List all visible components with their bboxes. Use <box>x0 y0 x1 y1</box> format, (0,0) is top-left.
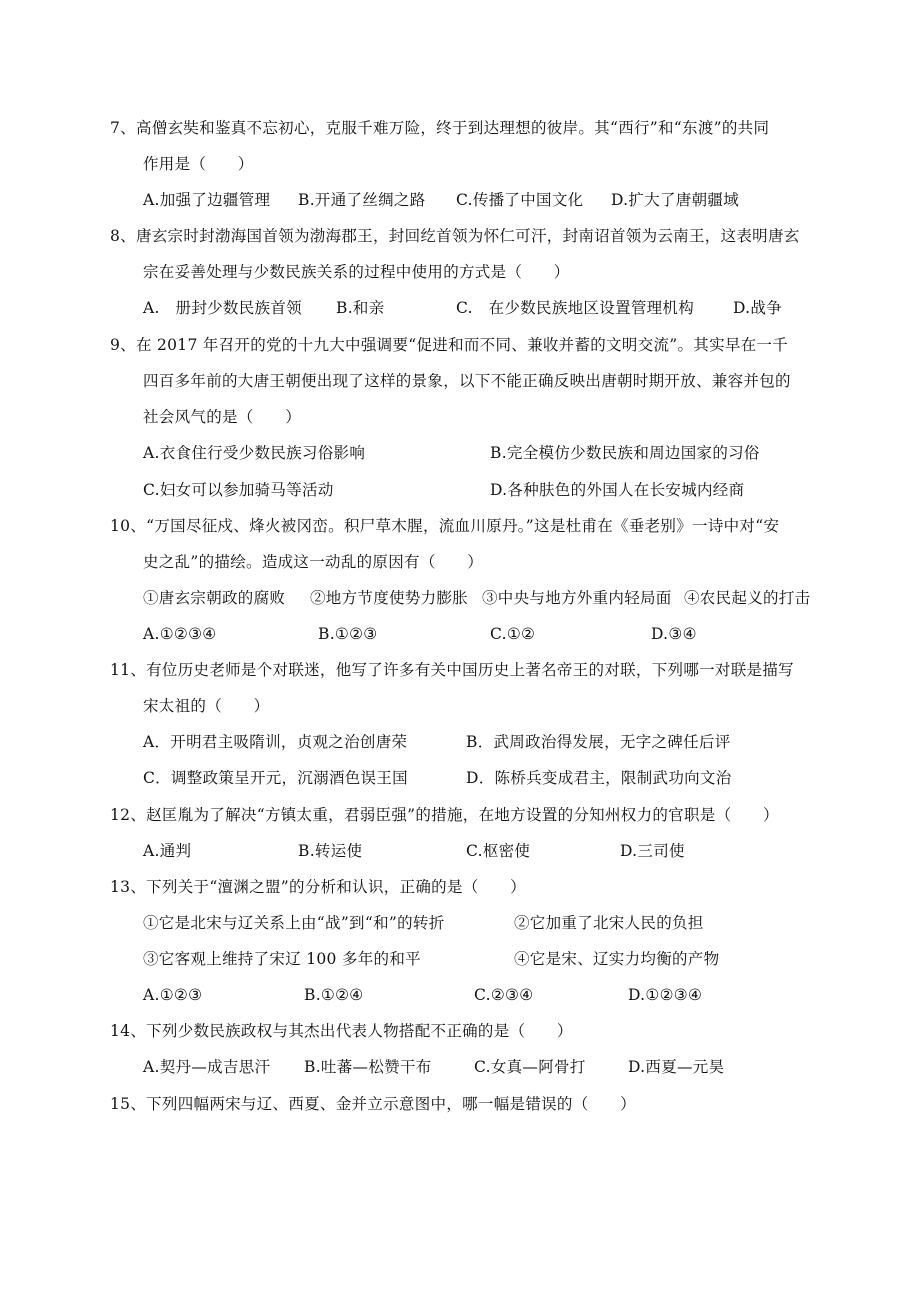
option-d: D.①②③④ <box>628 986 703 1004</box>
option-d: D.各种肤色的外国人在长安城内经商 <box>490 481 745 499</box>
option-c: C.枢密使 <box>466 842 531 860</box>
question-text: 社会风气的是（ ） <box>143 408 302 426</box>
option-a: A. 册封少数民族首领 <box>143 299 302 317</box>
option-c: C.妇女可以参加骑马等活动 <box>143 481 334 499</box>
question-text: 作用是（ ） <box>143 155 254 173</box>
statement-1: ①唐玄宗朝政的腐败 <box>143 589 286 607</box>
statement-2: ②它加重了北宋人民的负担 <box>514 914 704 932</box>
option-b: B.①②④ <box>304 986 364 1004</box>
question-text: 14、下列少数民族政权与其杰出代表人物搭配不正确的是（ ） <box>110 1022 573 1040</box>
option-a: A.衣食住行受少数民族习俗影响 <box>143 444 366 462</box>
question-text: 四百多年前的大唐王朝便出现了这样的景象，以下不能正确反映出唐朝时期开放、兼容并包的 <box>143 372 791 390</box>
question-text: 宗在妥善处理与少数民族关系的过程中使用的方式是（ ） <box>143 263 570 281</box>
question-text: 史之乱”的描绘。造成这一动乱的原因有（ ） <box>143 553 484 571</box>
option-b: B.①②③ <box>318 625 378 643</box>
statement-4: ④农民起义的打击 <box>684 589 811 607</box>
option-d: D.扩大了唐朝疆域 <box>611 191 740 209</box>
option-d: D.三司使 <box>620 842 685 860</box>
question-text: 13、下列关于“澶渊之盟”的分析和认识，正确的是（ ） <box>110 878 526 896</box>
question-text: 10、“万国尽征戍、烽火被冈峦。积尸草木腥，流血川原丹。”这是杜甫在《垂老别》一诗中对“安 <box>110 517 780 535</box>
option-a: A.①②③④ <box>143 625 217 643</box>
question-text: 宋太祖的（ ） <box>143 697 270 715</box>
option-b: B.开通了丝绸之路 <box>298 191 426 209</box>
option-c: C.传播了中国文化 <box>456 191 584 209</box>
question-text: 15、下列四幅两宋与辽、西夏、金并立示意图中，哪一幅是错误的（ ） <box>110 1095 636 1113</box>
option-d: D.战争 <box>733 299 783 317</box>
option-c: C．调整政策呈开元，沉溺酒色误王国 <box>143 769 408 787</box>
question-text: 9、在 2017 年召开的党的十九大中强调要“促进和而不同、兼收并蓄的文明交流”。其实早在一千 <box>110 336 789 354</box>
option-d: D.③④ <box>651 625 697 643</box>
option-b: B.和亲 <box>336 299 385 317</box>
option-a: A．开明君主吸隋训，贞观之治创唐荣 <box>143 733 408 751</box>
option-a: A.加强了边疆管理 <box>143 191 271 209</box>
option-b: B.吐蕃—松赞干布 <box>304 1058 432 1076</box>
option-a: A.契丹—成吉思汗 <box>143 1058 271 1076</box>
option-a: A.通判 <box>143 842 192 860</box>
statement-3: ③它客观上维持了宋辽 100 多年的和平 <box>143 950 421 968</box>
option-c: C. 在少数民族地区设置管理机构 <box>456 299 695 317</box>
option-a: A.①②③ <box>143 986 203 1004</box>
option-c: C.女真—阿骨打 <box>474 1058 586 1076</box>
option-b: B.转运使 <box>298 842 363 860</box>
statement-4: ④它是宋、辽实力均衡的产物 <box>514 950 720 968</box>
option-d: D．陈桥兵变成君主，限制武功向文治 <box>466 769 732 787</box>
option-b: B．武周政治得发展，无字之碑任后评 <box>466 733 731 751</box>
option-c: C.②③④ <box>474 986 534 1004</box>
question-text: 8、唐玄宗时封渤海国首领为渤海郡王，封回纥首领为怀仁可汗，封南诏首领为云南王，这表明唐玄 <box>110 227 800 245</box>
question-text: 11、有位历史老师是个对联迷，他写了许多有关中国历史上著名帝王的对联，下列哪一对联是描写 <box>110 661 794 679</box>
option-c: C.①② <box>490 625 536 643</box>
option-d: D.西夏—元昊 <box>628 1058 725 1076</box>
statement-2: ②地方节度使势力膨胀 <box>310 589 469 607</box>
statement-1: ①它是北宋与辽关系上由“战”到“和”的转折 <box>143 914 445 932</box>
option-b: B.完全模仿少数民族和周边国家的习俗 <box>490 444 760 462</box>
question-text: 12、赵匡胤为了解决“方镇太重，君弱臣强”的措施，在地方设置的分知州权力的官职是（ ） <box>110 806 779 824</box>
statement-3: ③中央与地方外重内轻局面 <box>482 589 672 607</box>
question-text: 7、高僧玄奘和鉴真不忘初心，克服千难万险，终于到达理想的彼岸。其“西行”和“东渡”的共同 <box>110 119 770 137</box>
